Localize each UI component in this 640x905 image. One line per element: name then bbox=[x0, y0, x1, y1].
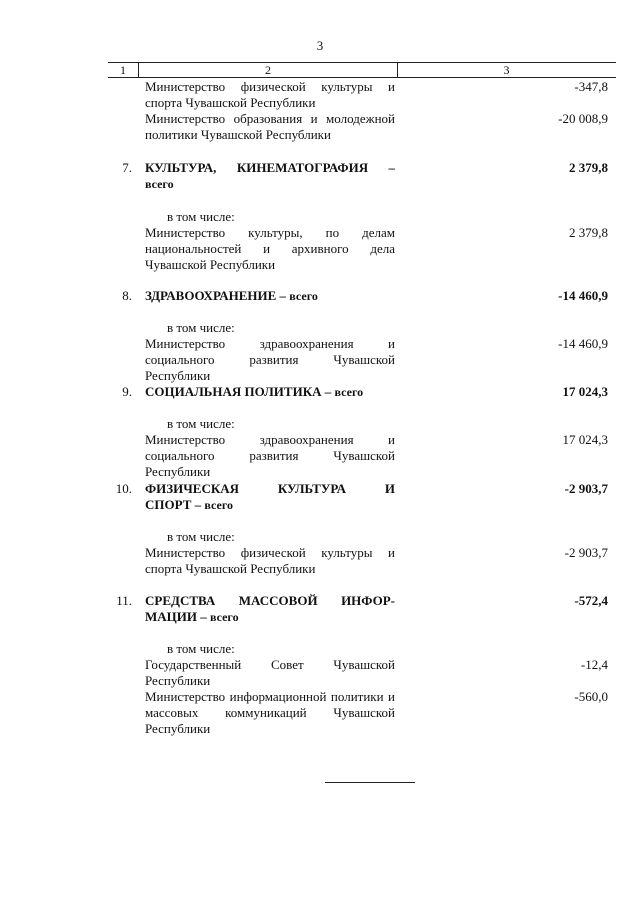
table-row bbox=[108, 545, 616, 577]
table-row bbox=[108, 657, 616, 689]
table-row bbox=[108, 432, 616, 479]
row-value: -2 903,7 bbox=[564, 545, 608, 560]
subheading: в том числе: bbox=[167, 416, 235, 431]
table-row bbox=[108, 79, 616, 111]
row-value: -20 008,9 bbox=[558, 111, 608, 126]
column-header-3: 3 bbox=[503, 63, 510, 77]
section-number: 8. bbox=[122, 288, 132, 303]
section-title: ФИЗИЧЕСКАЯ КУЛЬТУРА И bbox=[145, 481, 395, 496]
row-name: Министерство физической культуры и спорта Чувашской Республики bbox=[145, 79, 395, 110]
table-row bbox=[108, 689, 616, 737]
section-title-line2: МАЦИИ – всего bbox=[145, 609, 239, 624]
section-total: -14 460,9 bbox=[558, 288, 608, 303]
column-header-2: 2 bbox=[138, 63, 398, 77]
end-rule bbox=[325, 782, 415, 783]
row-name: Министерство физической культуры и спорта Чувашской Республики bbox=[145, 545, 395, 576]
row-value: -560,0 bbox=[574, 689, 608, 704]
section-number: 9. bbox=[122, 384, 132, 399]
table-row bbox=[108, 225, 616, 273]
section-title: СОЦИАЛЬНАЯ ПОЛИТИКА – всего bbox=[145, 384, 364, 399]
section-title-suffix: всего bbox=[145, 177, 174, 191]
row-value: 2 379,8 bbox=[569, 225, 608, 240]
row-value: -14 460,9 bbox=[558, 336, 608, 351]
section-title: ЗДРАВООХРАНЕНИЕ – всего bbox=[145, 288, 318, 303]
row-name: Министерство информационной политики и массовых коммуникаций Чувашской Республики bbox=[145, 689, 395, 736]
section-title: КУЛЬТУРА, КИНЕМАТОГРАФИЯ – bbox=[145, 160, 395, 175]
row-name: Министерство здравоохранения и социального развития Чувашской Республики bbox=[145, 432, 395, 479]
row-value: -347,8 bbox=[574, 79, 608, 94]
row-name: Министерство образования и молодежной политики Чувашской Республики bbox=[145, 111, 395, 142]
table-row bbox=[108, 111, 616, 143]
row-value: -12,4 bbox=[580, 657, 608, 672]
section-number: 10. bbox=[115, 481, 132, 496]
section-total: -572,4 bbox=[574, 593, 608, 608]
subheading: в том числе: bbox=[167, 320, 235, 335]
section-number: 11. bbox=[116, 593, 132, 608]
column-header-1: 1 bbox=[120, 63, 126, 77]
row-name: Государственный Совет Чувашской Республики bbox=[145, 657, 395, 688]
table-header bbox=[108, 62, 616, 78]
subheading: в том числе: bbox=[167, 641, 235, 656]
section-total: -2 903,7 bbox=[564, 481, 608, 496]
subheading: в том числе: bbox=[167, 529, 235, 544]
page-number: 3 bbox=[316, 38, 324, 53]
section-total: 17 024,3 bbox=[562, 384, 608, 399]
table-row bbox=[108, 336, 616, 383]
subheading: в том числе: bbox=[167, 209, 235, 224]
section-total: 2 379,8 bbox=[569, 160, 608, 175]
section-number: 7. bbox=[122, 160, 132, 175]
row-name: Министерство здравоохранения и социального развития Чувашской Республики bbox=[145, 336, 395, 383]
row-value: 17 024,3 bbox=[562, 432, 608, 447]
section-title-line2: СПОРТ – всего bbox=[145, 497, 233, 512]
section-title: СРЕДСТВА МАССОВОЙ ИНФОР- bbox=[145, 593, 395, 608]
row-name: Министерство культуры, по делам национальностей и архивного дела Чувашской Республики bbox=[145, 225, 395, 272]
